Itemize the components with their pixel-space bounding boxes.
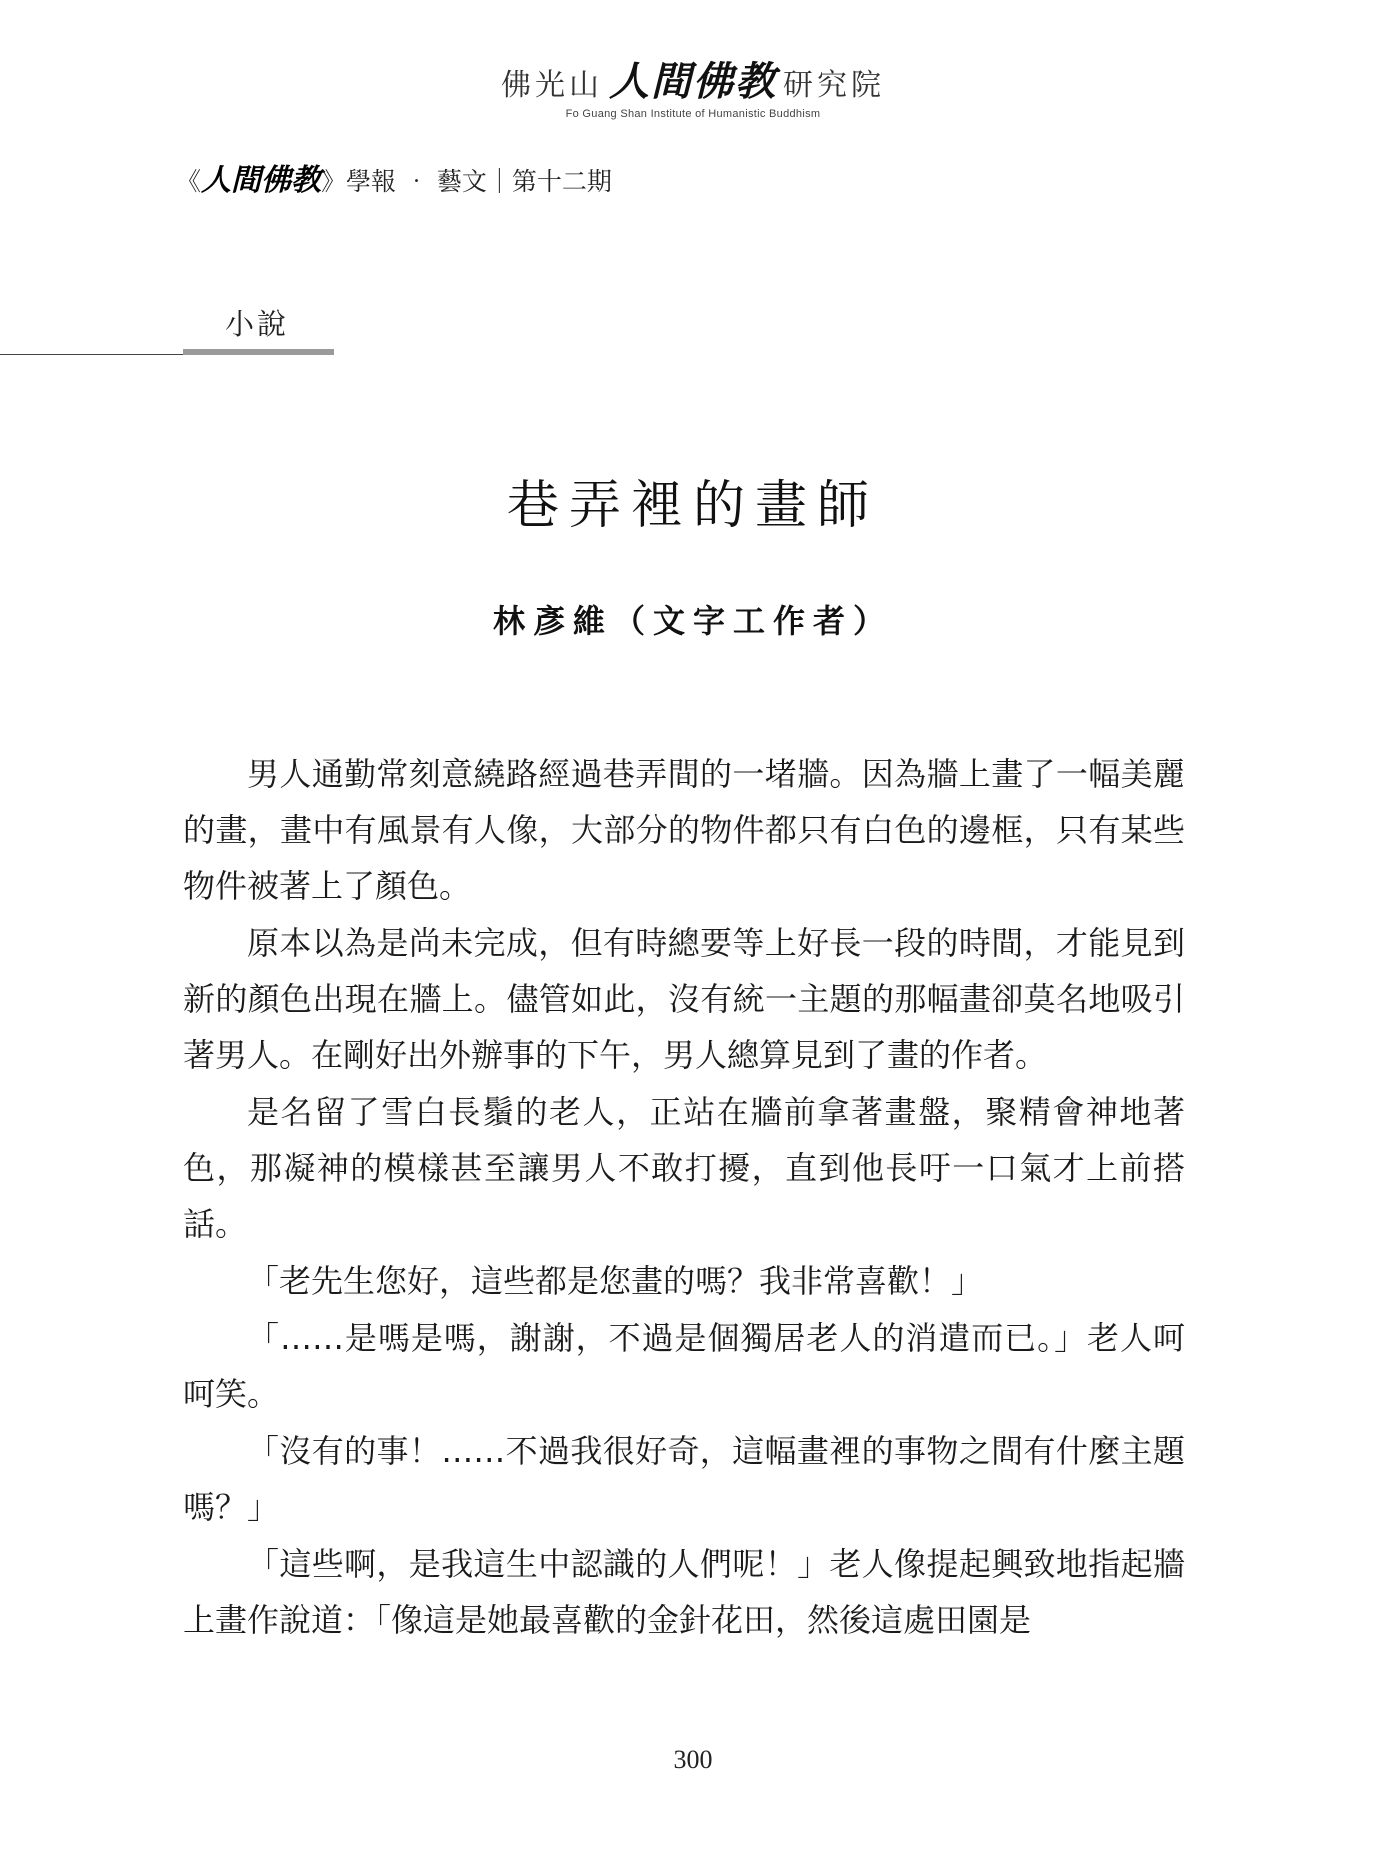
institute-name [0, 58, 1386, 106]
paragraph: 男人通勤常刻意繞路經過巷弄間的一堵牆。因為牆上畫了一幅美麗的畫，畫中有風景有人像，大部分的物件都只有白色的邊框，只有某些物件被著上了顏色。 [183, 755, 1185, 905]
institute-brand-logo: 人間佛教 [609, 58, 777, 105]
journal-brand: 人間佛教 [201, 163, 322, 198]
paragraph: 「老先生您好，這些都是您畫的嗎？我非常喜歡！」 [247, 1262, 984, 1300]
paragraph: 原本以為是尚未完成，但有時總要等上好長一段的時間，才能見到新的顏色出現在牆上。儘管如此，沒有統一主題的那幅畫卻莫名地吸引著男人。在剛好出外辦事的下午，男人總算見到了畫的作者。 [183, 924, 1185, 1074]
journal-issue-info: 學報 ‧ 藝文｜第十二期 [346, 167, 612, 196]
journal-open-bracket: 《 [176, 167, 202, 196]
section-label: 小說 [225, 307, 290, 341]
institute-prefix: 佛光山 [501, 68, 603, 103]
institute-suffix: 研究院 [783, 68, 885, 103]
article-author: 林彥維（文字工作者） [492, 602, 893, 640]
paragraph: 「這些啊，是我這生中認識的人們呢！」老人像提起興致地指起牆上畫作說道：「像這是她最喜歡的金針花田，然後這處田園是 [183, 1545, 1185, 1639]
journal-running-head [176, 163, 612, 200]
article-title: 巷弄裡的畫師 [506, 476, 879, 536]
article-body [183, 746, 1185, 1649]
section-divider-accent [183, 349, 334, 355]
paragraph: 「沒有的事！……不過我很好奇，這幅畫裡的事物之間有什麼主題嗎？」 [183, 1432, 1185, 1526]
institute-header [0, 58, 1386, 120]
journal-close-bracket: 》 [321, 167, 347, 196]
institute-english-name: Fo Guang Shan Institute of Humanistic Buddhism [565, 108, 821, 120]
page-number: 300 [673, 1745, 713, 1774]
paragraph: 「……是嗎是嗎，謝謝，不過是個獨居老人的消遣而已。」老人呵呵笑。 [183, 1319, 1185, 1413]
paragraph: 是名留了雪白長鬚的老人，正站在牆前拿著畫盤，聚精會神地著色，那凝神的模樣甚至讓男人不敢打擾，直到他長吁一口氣才上前搭話。 [183, 1093, 1185, 1243]
